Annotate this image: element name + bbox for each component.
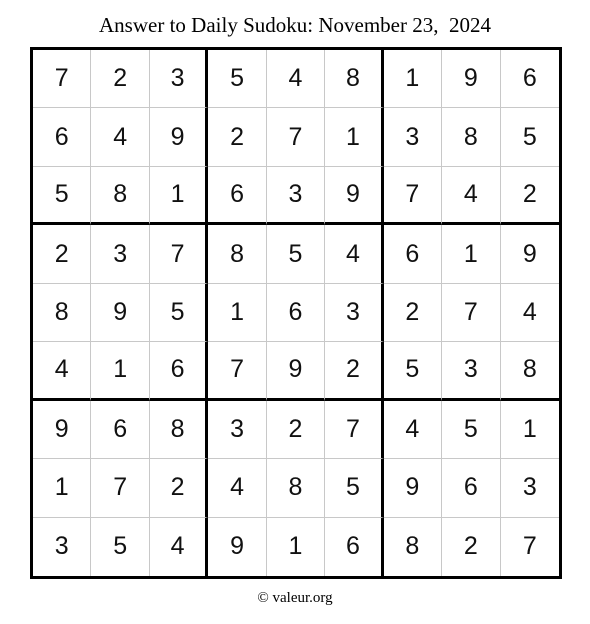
sudoku-cell: 2	[501, 167, 559, 225]
sudoku-cell: 6	[208, 167, 266, 225]
sudoku-cell: 8	[325, 50, 383, 108]
sudoku-cell: 6	[91, 401, 149, 459]
sudoku-cell: 1	[442, 225, 500, 283]
sudoku-cell: 7	[91, 459, 149, 517]
sudoku-cell: 6	[501, 50, 559, 108]
sudoku-cell: 7	[384, 167, 442, 225]
sudoku-cell: 5	[91, 518, 149, 576]
sudoku-cell: 2	[150, 459, 208, 517]
sudoku-cell: 4	[384, 401, 442, 459]
sudoku-cell: 1	[384, 50, 442, 108]
sudoku-cell: 8	[442, 108, 500, 166]
sudoku-cell: 8	[267, 459, 325, 517]
sudoku-cell: 5	[442, 401, 500, 459]
sudoku-cell: 7	[208, 342, 266, 400]
sudoku-cell: 6	[442, 459, 500, 517]
sudoku-cell: 4	[442, 167, 500, 225]
sudoku-cell: 7	[325, 401, 383, 459]
sudoku-cell: 2	[91, 50, 149, 108]
sudoku-cell: 9	[150, 108, 208, 166]
sudoku-cell: 3	[267, 167, 325, 225]
sudoku-cell: 7	[33, 50, 91, 108]
sudoku-cell: 6	[33, 108, 91, 166]
sudoku-cell: 3	[150, 50, 208, 108]
sudoku-cell: 1	[208, 284, 266, 342]
sudoku-cell: 9	[33, 401, 91, 459]
sudoku-cell: 4	[325, 225, 383, 283]
sudoku-cell: 6	[150, 342, 208, 400]
sudoku-cell: 1	[150, 167, 208, 225]
sudoku-cell: 8	[208, 225, 266, 283]
sudoku-cell: 6	[267, 284, 325, 342]
sudoku-cell: 1	[33, 459, 91, 517]
sudoku-grid	[30, 47, 562, 579]
sudoku-cell: 1	[501, 401, 559, 459]
sudoku-cell: 8	[501, 342, 559, 400]
sudoku-cell: 6	[384, 225, 442, 283]
sudoku-cell: 9	[91, 284, 149, 342]
sudoku-cell: 4	[267, 50, 325, 108]
sudoku-cell: 8	[384, 518, 442, 576]
sudoku-cell: 5	[150, 284, 208, 342]
sudoku-cell: 1	[267, 518, 325, 576]
sudoku-cell: 3	[325, 284, 383, 342]
sudoku-cell: 3	[384, 108, 442, 166]
sudoku-cell: 7	[150, 225, 208, 283]
sudoku-cell: 5	[208, 50, 266, 108]
sudoku-cell: 6	[325, 518, 383, 576]
sudoku-cell: 8	[150, 401, 208, 459]
sudoku-cell: 9	[267, 342, 325, 400]
sudoku-cell: 5	[33, 167, 91, 225]
sudoku-cell: 2	[267, 401, 325, 459]
sudoku-cell: 3	[208, 401, 266, 459]
sudoku-cell: 5	[384, 342, 442, 400]
page-title: Answer to Daily Sudoku: November 23, 2024	[99, 13, 491, 37]
sudoku-cell: 4	[150, 518, 208, 576]
sudoku-cell: 9	[208, 518, 266, 576]
sudoku-cell: 3	[91, 225, 149, 283]
sudoku-cell: 2	[33, 225, 91, 283]
sudoku-cell: 9	[501, 225, 559, 283]
sudoku-cell: 7	[267, 108, 325, 166]
sudoku-cell: 8	[33, 284, 91, 342]
sudoku-cell: 2	[384, 284, 442, 342]
sudoku-cell: 5	[267, 225, 325, 283]
sudoku-cell: 1	[325, 108, 383, 166]
sudoku-cell: 4	[208, 459, 266, 517]
sudoku-cell: 2	[442, 518, 500, 576]
sudoku-cell: 3	[33, 518, 91, 576]
sudoku-cell: 5	[325, 459, 383, 517]
sudoku-cell: 7	[442, 284, 500, 342]
sudoku-cell: 4	[91, 108, 149, 166]
sudoku-cell: 7	[522, 532, 537, 561]
copyright-footer: © valeur.org	[257, 590, 333, 606]
sudoku-cell: 9	[384, 459, 442, 517]
sudoku-cell: 5	[501, 108, 559, 166]
sudoku-cell: 9	[325, 167, 383, 225]
sudoku-cell: 4	[33, 342, 91, 400]
sudoku-cell: 9	[442, 50, 500, 108]
sudoku-cell: 3	[501, 459, 559, 517]
sudoku-cell: 2	[208, 108, 266, 166]
sudoku-cell: 3	[442, 342, 500, 400]
sudoku-cell: 8	[91, 167, 149, 225]
sudoku-cell: 2	[325, 342, 383, 400]
sudoku-cell: 1	[91, 342, 149, 400]
sudoku-cell: 4	[501, 284, 559, 342]
